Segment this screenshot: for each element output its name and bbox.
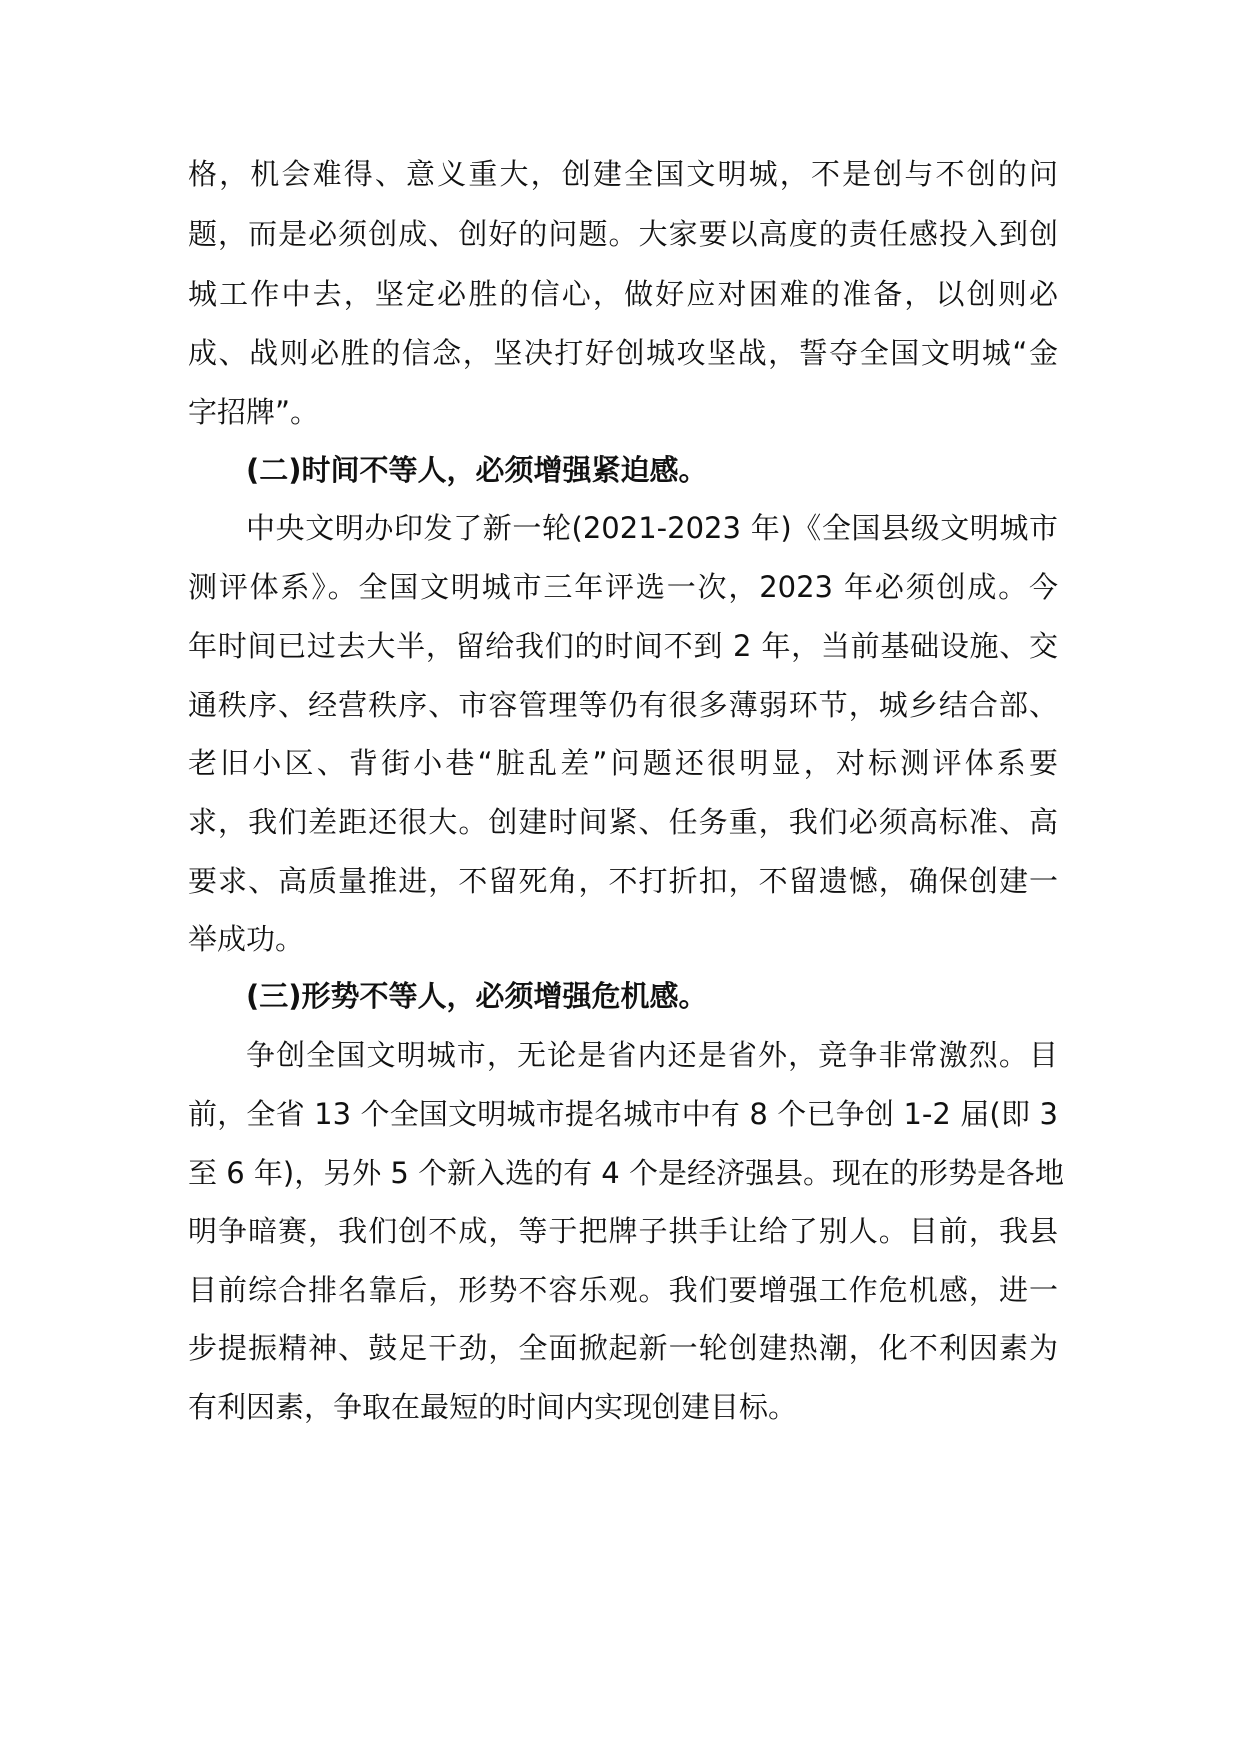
paragraph-line: 至 6 年)，另外 5 个新入选的有 4 个是经济强县。现在的形势是各地 [188, 1156, 1064, 1190]
paragraph-line: 城工作中去，坚定必胜的信心，做好应对困难的准备，以创则必 [188, 277, 1058, 311]
paragraph-line: 中央文明办印发了新一轮(2021-2023 年)《全国县级文明城市 [246, 511, 1058, 545]
paragraph-line: 目前综合排名靠后，形势不容乐观。我们要增强工作危机感，进一 [188, 1273, 1058, 1307]
paragraph-line: 有利因素，争取在最短的时间内实现创建目标。 [188, 1390, 798, 1424]
paragraph-line: 步提振精神、鼓足干劲，全面掀起新一轮创建热潮，化不利因素为 [188, 1331, 1058, 1365]
paragraph-line: 举成功。 [188, 922, 305, 956]
paragraph-line: 要求、高质量推进，不留死角，不打折扣，不留遗憾，确保创建一 [188, 864, 1058, 898]
paragraph-line: 测评体系》。全国文明城市三年评选一次，2023 年必须创成。今 [188, 570, 1058, 604]
paragraph-line: 格，机会难得、意义重大，创建全国文明城，不是创与不创的问 [188, 157, 1058, 191]
section-heading: (二)时间不等人，必须增强紧迫感。 [246, 453, 708, 487]
section-heading: (三)形势不等人，必须增强危机感。 [246, 979, 708, 1013]
paragraph-line: 明争暗赛，我们创不成，等于把牌子拱手让给了别人。目前，我县 [188, 1214, 1058, 1248]
paragraph-line: 前，全省 13 个全国文明城市提名城市中有 8 个已争创 1-2 届(即 3 [188, 1097, 1058, 1131]
paragraph-line: 老旧小区、背街小巷“脏乱差”问题还很明显，对标测评体系要 [188, 746, 1058, 780]
paragraph-line: 通秩序、经营秩序、市容管理等仍有很多薄弱环节，城乡结合部、 [188, 688, 1058, 722]
paragraph-line: 年时间已过去大半，留给我们的时间不到 2 年，当前基础设施、交 [188, 629, 1058, 663]
paragraph-line: 题，而是必须创成、创好的问题。大家要以高度的责任感投入到创 [188, 217, 1058, 251]
paragraph-line: 争创全国文明城市，无论是省内还是省外，竞争非常激烈。目 [246, 1038, 1058, 1072]
paragraph-line: 字招牌”。 [188, 395, 320, 429]
paragraph-line: 求，我们差距还很大。创建时间紧、任务重，我们必须高标准、高 [188, 805, 1058, 839]
paragraph-line: 成、战则必胜的信念，坚决打好创城攻坚战，誓夺全国文明城“金 [188, 336, 1058, 370]
